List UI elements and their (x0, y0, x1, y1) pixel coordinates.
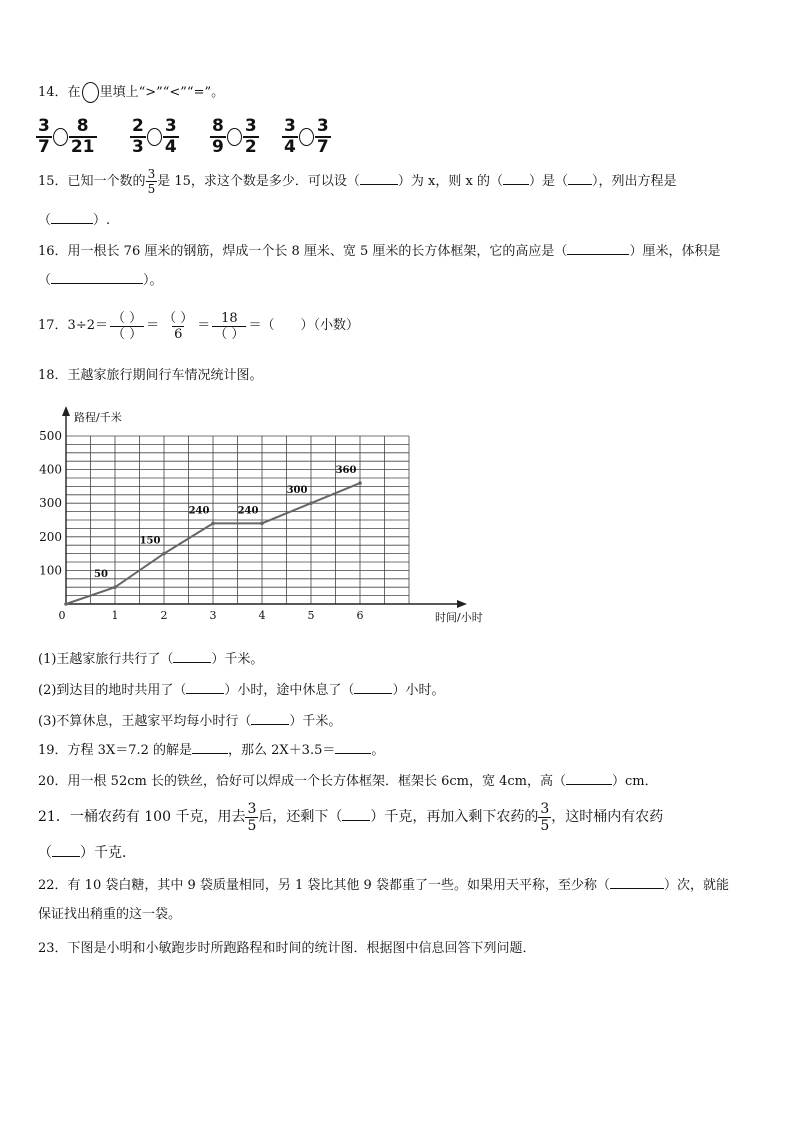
question-text: ）是（ (528, 174, 568, 189)
question-text: （ (38, 845, 52, 861)
data-point (260, 522, 264, 526)
answer-circle[interactable] (147, 128, 162, 146)
answer-blank[interactable] (52, 844, 80, 857)
question-text: (3)不算休息，王越家平均每小时行（ (38, 714, 252, 729)
question-15 (38, 168, 676, 195)
question-number: 20． (38, 774, 68, 789)
fraction: $\frac{3}{7}$ (38, 116, 50, 157)
data-label: 50 (94, 569, 108, 581)
answer-blank[interactable] (568, 172, 592, 185)
answer-blank[interactable] (173, 650, 211, 663)
y-tick-label: 100 (39, 563, 62, 578)
answer-blank[interactable] (503, 172, 529, 185)
fraction: $\frac{2}{3}$ (132, 116, 144, 157)
data-point (211, 522, 215, 526)
answer-blank[interactable] (567, 242, 629, 255)
answer-blank[interactable] (335, 741, 371, 754)
question-text: ）小时，途中休息了（ (224, 683, 355, 698)
answer-circle[interactable] (227, 128, 242, 146)
answer-circle[interactable] (299, 128, 314, 146)
question-text: ）次，就能 (663, 878, 729, 893)
x-tick-label: 5 (307, 609, 315, 622)
question-text: ）. (93, 213, 111, 228)
answer-blank[interactable] (566, 772, 612, 785)
chart-grid (66, 436, 409, 604)
question-18 (38, 367, 263, 385)
data-point (358, 481, 362, 485)
comparison-3 (210, 118, 259, 156)
question-19 (38, 741, 384, 760)
answer-blank[interactable] (354, 681, 392, 694)
question-text: (2)到达目的地时共用了（ (38, 683, 187, 698)
question-text: (1)王越家旅行共行了（ (38, 652, 174, 667)
data-point (162, 552, 166, 556)
answer-circle[interactable] (82, 82, 99, 103)
fraction: $\frac{8}{21}$ (70, 116, 95, 157)
x-tick-label: 1 (111, 609, 119, 622)
question-number: 14． (38, 85, 68, 100)
question-text: 方程 3X＝7.2 的解是 (67, 743, 193, 758)
comparison-2 (130, 118, 179, 156)
question-text: （ (38, 213, 52, 228)
question-16 (38, 242, 720, 261)
question-text: ）（小数） (300, 318, 359, 333)
question-text: 里填上“>”“<”“=”。 (99, 85, 225, 100)
question-number: 21． (38, 809, 70, 825)
chart-ticks (39, 429, 363, 622)
fraction: $\frac{3}{2}$ (244, 116, 257, 157)
question-text: ，这时桶内有农药 (551, 809, 664, 825)
question-text: ），列出方程是 (591, 174, 677, 189)
question-18-part-3 (38, 710, 341, 729)
question-text: ）为 x，则 x 的（ (397, 174, 503, 189)
question-text: ）千克，再加入剩下农药的 (370, 809, 539, 825)
question-text: 下图是小明和小敏跑步时所跑路程和时间的统计图．根据图中信息回答下列问题． (67, 941, 536, 956)
answer-blank[interactable] (251, 712, 289, 725)
x-tick-label: 2 (160, 609, 168, 622)
question-22 (38, 876, 729, 895)
question-14 (38, 82, 224, 103)
question-text: （ (38, 273, 52, 288)
data-label: 360 (335, 465, 357, 477)
y-tick-label: 400 (39, 462, 62, 477)
answer-blank[interactable] (360, 172, 398, 185)
question-number: 22． (38, 878, 68, 893)
x-tick-label: 4 (258, 609, 266, 622)
comparison-1 (36, 118, 97, 156)
x-axis-label: 时间/小时 (435, 611, 483, 624)
question-17 (38, 306, 359, 346)
question-16-line2 (38, 271, 163, 290)
fraction: $\frac{3}{7}$ (316, 116, 329, 157)
equals-sign: ＝ (146, 318, 160, 333)
fraction-blank[interactable]: $\frac{18}{( )}$ (214, 310, 245, 342)
answer-blank[interactable] (51, 211, 93, 224)
data-label: 240 (188, 505, 210, 517)
data-point (113, 585, 117, 589)
question-number: 19． (38, 743, 68, 758)
question-number: 16． (38, 244, 68, 259)
question-text: ）千克． (80, 845, 136, 861)
fraction-blank[interactable]: $\frac{( )}{6}$ (163, 310, 194, 342)
data-label: 150 (139, 535, 161, 547)
question-text: 保证找出稍重的这一袋。 (38, 907, 182, 922)
y-tick-label: 300 (39, 496, 62, 511)
question-15-line2 (38, 211, 110, 230)
question-text: 用一根 52cm 长的铁丝，恰好可以焊成一个长方体框架．框架长 6cm，宽 4cm，高（ (67, 774, 566, 789)
question-23 (38, 940, 536, 958)
question-text: 一桶农药有 100 千克，用去 (69, 809, 246, 825)
data-point (64, 602, 68, 606)
question-text: ＝（ (248, 318, 275, 333)
question-21 (38, 800, 663, 834)
question-18-part-1 (38, 648, 263, 667)
question-number: 15． (38, 174, 68, 189)
answer-blank[interactable] (51, 271, 143, 284)
question-text: 有 10 袋白糖，其中 9 袋质量相同，另 1 袋比其他 9 袋都重了一些。如果用天平称，至少称（ (67, 878, 610, 893)
question-text: 3÷2＝ (67, 318, 108, 333)
x-tick-label: 3 (209, 609, 217, 622)
data-point (309, 501, 313, 505)
question-text: ）小时。 (392, 683, 445, 698)
question-number: 18． (38, 368, 68, 383)
fraction-blank[interactable]: $\frac{( )}{( )}$ (111, 310, 143, 342)
fraction: $\frac{3}{5}$ (247, 800, 257, 834)
answer-blank[interactable] (610, 876, 664, 889)
question-text: ）千米。 (289, 714, 342, 729)
answer-blank[interactable] (342, 808, 370, 821)
x-tick-label: 0 (58, 609, 66, 622)
line-chart (36, 404, 483, 626)
fraction: $\frac{3}{4}$ (284, 116, 296, 157)
x-tick-label: 6 (356, 609, 364, 622)
question-number: 17． (38, 318, 68, 333)
y-axis-arrow (62, 406, 70, 416)
question-22-line2 (38, 906, 181, 924)
y-tick-label: 200 (39, 529, 62, 544)
answer-blank[interactable] (186, 681, 224, 694)
question-text: ）千米。 (211, 652, 264, 667)
fraction: $\frac{3}{5}$ (147, 167, 156, 196)
question-18-part-2 (38, 679, 444, 698)
question-number: 23． (38, 941, 68, 956)
question-text: 用一根长 76 厘米的钢筋，焊成一个长 8 厘米、宽 5 厘米的长方体框架，它的高应是（ (67, 244, 568, 259)
question-text: 。 (371, 743, 385, 758)
equals-sign: ＝ (197, 318, 211, 333)
question-text: 是 15，求这个数是多少．可以设（ (157, 174, 360, 189)
answer-blank[interactable] (192, 741, 228, 754)
question-text: ）。 (143, 273, 163, 288)
question-21-line2 (38, 844, 136, 862)
x-axis-arrow (457, 600, 467, 608)
data-label: 300 (286, 485, 308, 497)
y-tick-label: 500 (39, 429, 62, 443)
question-text: 在 (67, 85, 81, 100)
question-text: ）cm． (611, 774, 658, 789)
fraction: $\frac{8}{9}$ (212, 116, 224, 157)
y-axis-label: 路程/千米 (74, 411, 122, 424)
fraction: $\frac{3}{5}$ (540, 800, 550, 834)
question-title: 王越家旅行期间行车情况统计图。 (67, 368, 263, 383)
comparison-4 (282, 118, 331, 156)
data-label: 240 (237, 505, 259, 517)
question-text: 已知一个数的 (67, 174, 146, 189)
answer-circle[interactable] (53, 128, 68, 146)
fraction: $\frac{3}{4}$ (164, 116, 177, 157)
question-20 (38, 772, 658, 791)
question-text: ，那么 2X＋3.5＝ (228, 743, 336, 758)
question-text: 后，还剩下（ (258, 809, 343, 825)
question-text: ）厘米，体积是 (629, 244, 721, 259)
